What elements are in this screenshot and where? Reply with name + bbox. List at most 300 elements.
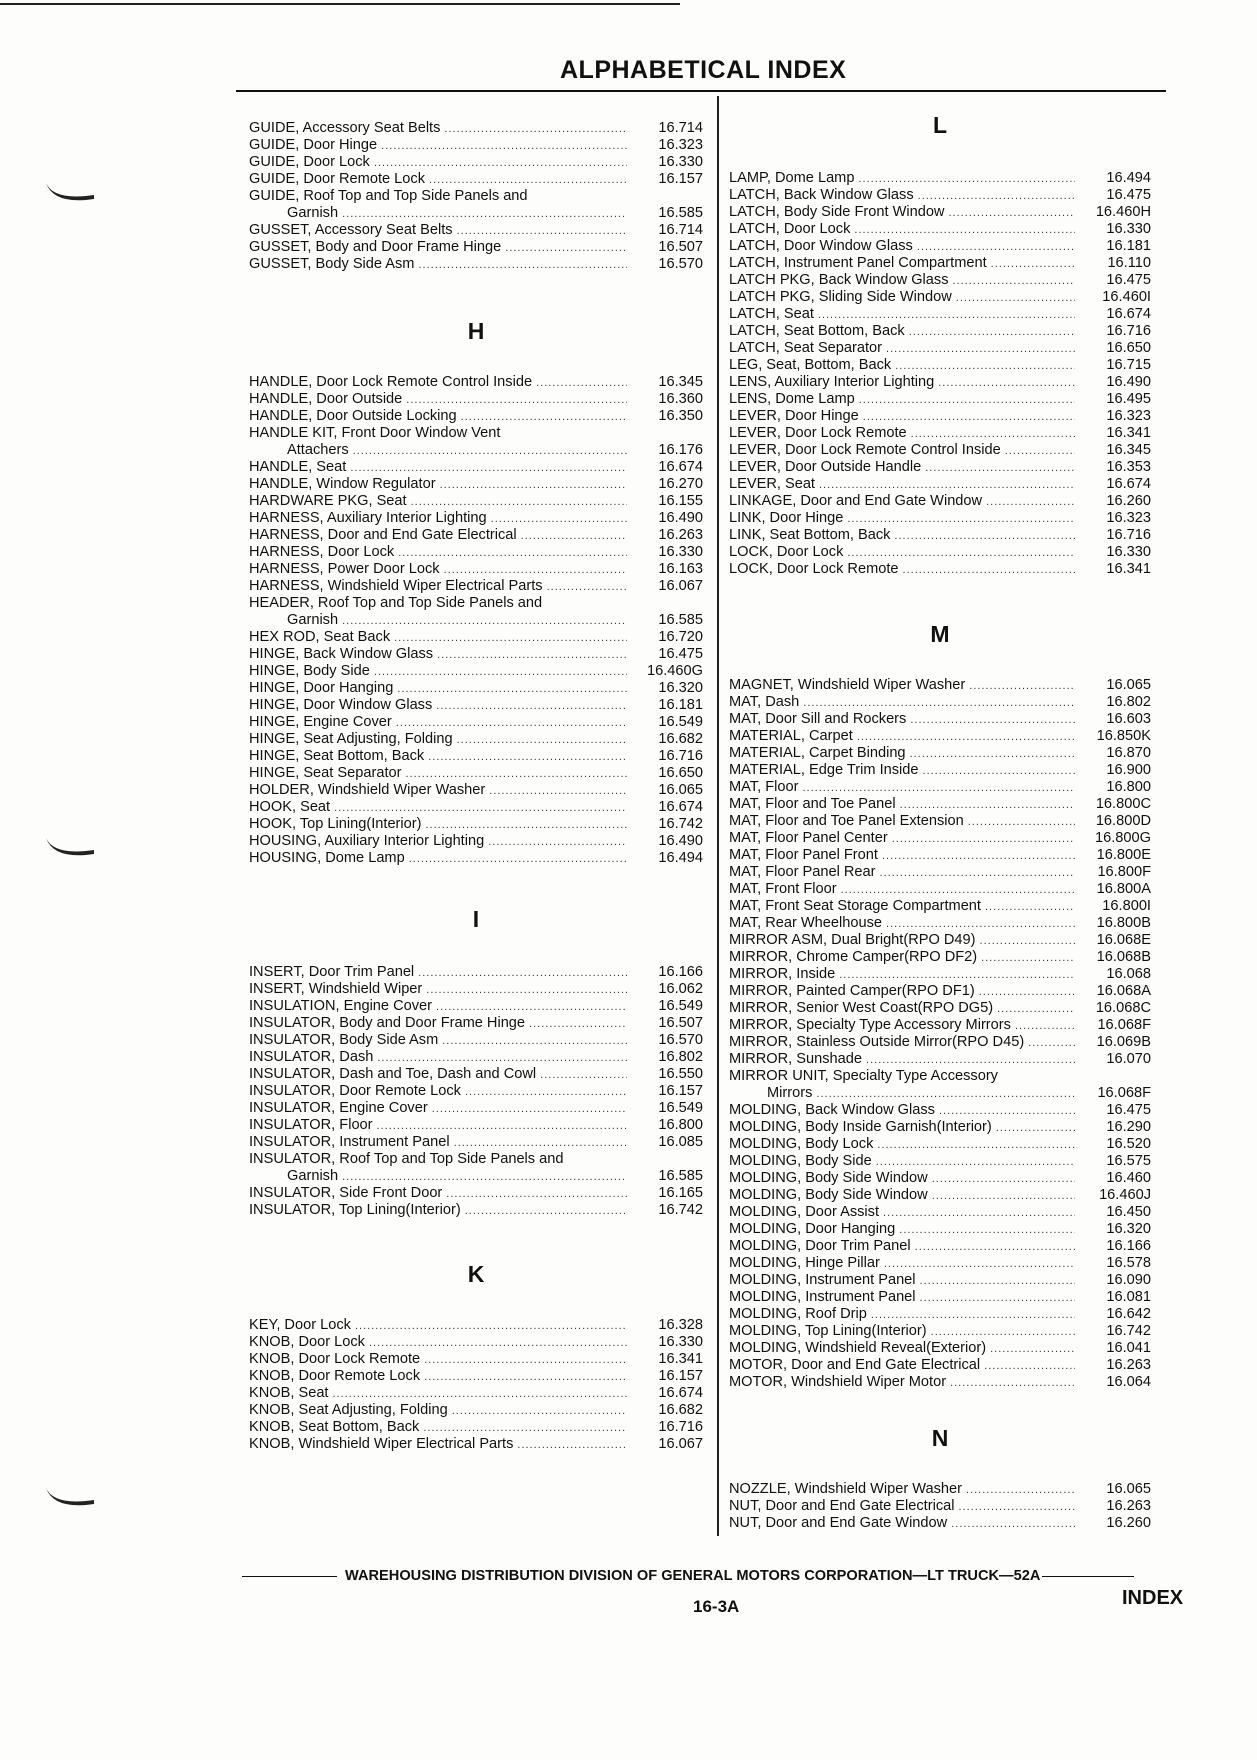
entry-page-ref: 16.650	[1106, 340, 1151, 356]
index-entry	[729, 966, 1151, 983]
entry-page-ref: 16.068B	[1096, 949, 1151, 965]
entry-page-ref: 16.341	[1106, 561, 1151, 577]
dot-leader	[540, 1068, 627, 1083]
entry-label: GUIDE, Door Hinge	[249, 137, 378, 153]
entry-label: INSERT, Door Trim Panel	[249, 964, 415, 980]
index-entry	[729, 476, 1151, 493]
section-letter-heading: K	[467, 1261, 485, 1287]
entry-label: GUIDE, Roof Top and Top Side Panels and	[249, 188, 528, 204]
dot-leader	[437, 648, 627, 663]
entry-label: HARNESS, Power Door Lock	[249, 561, 440, 577]
index-entry	[729, 1306, 1151, 1323]
entry-page-ref: 16.674	[658, 799, 703, 815]
dot-leader	[429, 173, 627, 188]
dot-leader	[444, 122, 627, 137]
dot-leader	[454, 1136, 627, 1151]
index-entry	[729, 779, 1151, 796]
dot-leader	[547, 580, 627, 595]
index-entry	[729, 1323, 1151, 1340]
index-entry	[729, 255, 1151, 272]
entry-label: MIRROR, Painted Camper(RPO DF1)	[729, 983, 975, 999]
entry-page-ref: 16.720	[658, 629, 703, 645]
entry-label: Garnish	[287, 612, 339, 628]
dot-leader	[802, 781, 1075, 796]
entry-page-ref: 16.585	[658, 205, 703, 221]
entry-label: LENS, Auxiliary Interior Lighting	[729, 374, 935, 390]
dot-leader	[938, 376, 1075, 391]
entry-page-ref: 16.674	[1106, 476, 1151, 492]
index-entry	[729, 391, 1151, 408]
entry-label: INSULATION, Engine Cover	[249, 998, 433, 1014]
dot-leader	[423, 1421, 627, 1436]
entry-label: HOUSING, Dome Lamp	[249, 850, 405, 866]
entry-page-ref: 16.674	[658, 459, 703, 475]
dot-leader	[440, 478, 627, 493]
entry-page-ref: 16.850K	[1096, 728, 1151, 744]
dot-leader	[996, 1121, 1075, 1136]
entry-page-ref: 16.716	[1106, 323, 1151, 339]
entry-label: LAMP, Dome Lamp	[729, 170, 855, 186]
entry-label: HARNESS, Door Lock	[249, 544, 395, 560]
entry-label: MATERIAL, Carpet Binding	[729, 745, 906, 761]
entry-page-ref: 16.165	[658, 1185, 703, 1201]
index-entry	[729, 728, 1151, 745]
entry-label: LEVER, Door Outside Handle	[729, 459, 922, 475]
entry-label: LATCH, Door Window Glass	[729, 238, 913, 254]
entry-label: LEVER, Door Lock Remote Control Inside	[729, 442, 1001, 458]
entry-page-ref: 16.800	[658, 1117, 703, 1133]
entry-label: MAT, Rear Wheelhouse	[729, 915, 883, 931]
footer-text: WAREHOUSING DISTRIBUTION DIVISION OF GENERAL MOTORS CORPORATION—LT TRUCK—52A	[345, 1568, 1041, 1584]
index-entry	[729, 745, 1151, 762]
index-entry	[729, 1068, 1151, 1085]
entry-page-ref: 16.460I	[1102, 289, 1151, 305]
dot-leader	[951, 1517, 1075, 1532]
entry-page-ref: 16.585	[658, 612, 703, 628]
entry-page-ref: 16.320	[1106, 1221, 1151, 1237]
entry-label: GUSSET, Body Side Asm	[249, 256, 415, 272]
index-entry	[249, 1334, 703, 1351]
entry-page-ref: 16.330	[658, 154, 703, 170]
entry-label: LATCH PKG, Sliding Side Window	[729, 289, 952, 305]
dot-leader	[886, 917, 1075, 932]
entry-page-ref: 16.742	[658, 816, 703, 832]
entry-page-ref: 16.570	[658, 256, 703, 272]
index-entry	[249, 680, 703, 697]
index-entry	[729, 1272, 1151, 1289]
entry-page-ref: 16.350	[658, 408, 703, 424]
entry-label: HANDLE, Door Outside	[249, 391, 403, 407]
index-entry	[249, 1117, 703, 1134]
entry-label: GUIDE, Accessory Seat Belts	[249, 120, 441, 136]
index-entry	[729, 762, 1151, 779]
entry-label: KNOB, Door Lock Remote	[249, 1351, 421, 1367]
dot-leader	[939, 1104, 1075, 1119]
dot-leader	[536, 376, 627, 391]
entry-page-ref: 16.068A	[1096, 983, 1151, 999]
entry-page-ref: 16.081	[1106, 1289, 1151, 1305]
entry-page-ref: 16.800C	[1095, 796, 1151, 812]
index-entry	[249, 154, 703, 171]
dot-leader	[381, 139, 627, 154]
entry-page-ref: 16.549	[658, 1100, 703, 1116]
dot-leader	[959, 1500, 1076, 1515]
entry-label: MAT, Front Seat Storage Compartment	[729, 898, 981, 914]
dot-leader	[803, 696, 1075, 711]
index-entry	[249, 1185, 703, 1202]
section-letter-heading: I	[472, 906, 480, 932]
entry-page-ref: 16.490	[1106, 374, 1151, 390]
dot-leader	[377, 1119, 627, 1134]
entry-label: INSERT, Windshield Wiper	[249, 981, 423, 997]
dot-leader	[1028, 1036, 1075, 1051]
index-entry	[249, 1015, 703, 1032]
entry-label: LINKAGE, Door and End Gate Window	[729, 493, 983, 509]
entry-page-ref: 16.800G	[1095, 830, 1151, 846]
dot-leader	[1005, 444, 1075, 459]
entry-label: HANDLE, Door Lock Remote Control Inside	[249, 374, 533, 390]
dot-leader	[489, 784, 627, 799]
page-number: 16-3A	[693, 1597, 740, 1616]
entry-label: MOLDING, Back Window Glass	[729, 1102, 935, 1118]
entry-label: KNOB, Windshield Wiper Electrical Parts	[249, 1436, 514, 1452]
index-entry	[729, 1221, 1151, 1238]
index-entry	[729, 510, 1151, 527]
entry-page-ref: 16.090	[1106, 1272, 1151, 1288]
index-entry	[249, 120, 703, 137]
entry-page-ref: 16.714	[658, 120, 703, 136]
entry-page-ref: 16.549	[658, 998, 703, 1014]
index-entry	[729, 1119, 1151, 1136]
dot-leader	[1015, 1019, 1075, 1034]
entry-label: HINGE, Engine Cover	[249, 714, 392, 730]
entry-page-ref: 16.166	[1106, 1238, 1151, 1254]
index-entry-list	[249, 964, 703, 1219]
entry-label: LATCH PKG, Back Window Glass	[729, 272, 949, 288]
index-entry	[729, 204, 1151, 221]
dot-leader	[880, 866, 1075, 881]
entry-page-ref: 16.475	[1106, 1102, 1151, 1118]
index-entry	[249, 731, 703, 748]
index-entry	[249, 1317, 703, 1334]
index-entry	[249, 629, 703, 646]
index-entry	[729, 1085, 1151, 1102]
entry-label: HOOK, Top Lining(Interior)	[249, 816, 422, 832]
entry-label: LEVER, Door Hinge	[729, 408, 859, 424]
dot-leader	[488, 835, 627, 850]
entry-page-ref: 16.069B	[1096, 1034, 1151, 1050]
entry-label: KNOB, Door Lock	[249, 1334, 365, 1350]
index-entry	[729, 1238, 1151, 1255]
dot-leader	[505, 241, 627, 256]
entry-page-ref: 16.716	[658, 1419, 703, 1435]
dot-leader	[883, 1206, 1075, 1221]
entry-page-ref: 16.330	[658, 544, 703, 560]
entry-label: HINGE, Door Window Glass	[249, 697, 433, 713]
entry-page-ref: 16.065	[1106, 1481, 1151, 1497]
dot-leader	[406, 393, 627, 408]
index-entry	[729, 813, 1151, 830]
dot-leader	[397, 682, 627, 697]
entry-page-ref: 16.323	[658, 137, 703, 153]
index-entry	[729, 1340, 1151, 1357]
entry-label: LATCH, Instrument Panel Compartment	[729, 255, 987, 271]
index-entry	[729, 272, 1151, 289]
index-entry	[729, 1034, 1151, 1051]
entry-label: LEVER, Door Lock Remote	[729, 425, 907, 441]
entry-page-ref: 16.157	[658, 171, 703, 187]
entry-page-ref: 16.870	[1106, 745, 1151, 761]
dot-leader	[871, 1308, 1075, 1323]
index-entry	[249, 442, 703, 459]
entry-page-ref: 16.320	[658, 680, 703, 696]
entry-label: MIRROR, Chrome Camper(RPO DF2)	[729, 949, 978, 965]
entry-page-ref: 16.065	[1106, 677, 1151, 693]
dot-leader	[444, 563, 627, 578]
entry-label: LOCK, Door Lock Remote	[729, 561, 899, 577]
index-entry	[729, 1102, 1151, 1119]
section-letter-heading: H	[467, 318, 485, 344]
index-entry	[729, 374, 1151, 391]
dot-leader	[426, 983, 627, 998]
dot-leader	[920, 1291, 1075, 1306]
entry-page-ref: 16.068E	[1096, 932, 1151, 948]
dot-leader	[925, 461, 1075, 476]
index-entry	[249, 239, 703, 256]
entry-label: Garnish	[287, 1168, 339, 1184]
entry-label: INSULATOR, Top Lining(Interior)	[249, 1202, 461, 1218]
entry-label: HANDLE, Seat	[249, 459, 347, 475]
entry-page-ref: 16.460	[1106, 1170, 1151, 1186]
dot-leader	[446, 1187, 627, 1202]
index-entry	[249, 981, 703, 998]
dot-leader	[923, 764, 1075, 779]
entry-label: MIRROR, Inside	[729, 966, 836, 982]
entry-label: HINGE, Seat Bottom, Back	[249, 748, 425, 764]
entry-label: MIRROR, Sunshade	[729, 1051, 863, 1067]
entry-page-ref: 16.475	[1106, 187, 1151, 203]
entry-label: MAT, Door Sill and Rockers	[729, 711, 907, 727]
index-entry	[729, 493, 1151, 510]
dot-leader	[984, 1359, 1075, 1374]
entry-label: NOZZLE, Windshield Wiper Washer	[729, 1481, 963, 1497]
entry-page-ref: 16.341	[1106, 425, 1151, 441]
entry-label: HINGE, Door Hanging	[249, 680, 394, 696]
index-entry	[249, 998, 703, 1015]
entry-page-ref: 16.345	[658, 374, 703, 390]
entry-label: HINGE, Back Window Glass	[249, 646, 434, 662]
entry-page-ref: 16.181	[1106, 238, 1151, 254]
dot-leader	[377, 1051, 627, 1066]
dot-leader	[816, 1087, 1075, 1102]
dot-leader	[342, 614, 627, 629]
entry-label: MAT, Floor Panel Center	[729, 830, 888, 846]
dot-leader	[847, 512, 1075, 527]
dot-leader	[521, 529, 627, 544]
index-entry	[729, 1017, 1151, 1034]
footer-rule	[1042, 1576, 1134, 1577]
entry-label: LINK, Seat Bottom, Back	[729, 527, 891, 543]
index-entry	[729, 1498, 1151, 1515]
index-entry	[729, 949, 1151, 966]
entry-label: KEY, Door Lock	[249, 1317, 351, 1333]
entry-page-ref: 16.270	[658, 476, 703, 492]
entry-label: INSULATOR, Instrument Panel	[249, 1134, 450, 1150]
index-entry	[729, 1515, 1151, 1532]
index-entry	[729, 1000, 1151, 1017]
dot-leader	[854, 223, 1075, 238]
entry-label: LEVER, Seat	[729, 476, 815, 492]
dot-leader	[529, 1017, 627, 1032]
entry-page-ref: 16.176	[658, 442, 703, 458]
index-entry	[729, 187, 1151, 204]
entry-page-ref: 16.603	[1106, 711, 1151, 727]
dot-leader	[900, 798, 1075, 813]
entry-label: HINGE, Seat Adjusting, Folding	[249, 731, 453, 747]
index-entry	[729, 323, 1151, 340]
index-entry	[729, 932, 1151, 949]
index-entry	[249, 493, 703, 510]
entry-label: KNOB, Seat Bottom, Back	[249, 1419, 420, 1435]
dot-leader	[910, 713, 1075, 728]
entry-page-ref: 16.475	[658, 646, 703, 662]
entry-label: LATCH, Seat Separator	[729, 340, 883, 356]
dot-leader	[991, 257, 1075, 272]
entry-page-ref: 16.163	[658, 561, 703, 577]
dot-leader	[892, 832, 1075, 847]
dot-leader	[333, 1387, 628, 1402]
dot-leader	[920, 1274, 1075, 1289]
dot-leader	[980, 934, 1075, 949]
index-entry	[729, 238, 1151, 255]
entry-page-ref: 16.800E	[1096, 847, 1151, 863]
entry-page-ref: 16.716	[658, 748, 703, 764]
dot-leader	[369, 1336, 627, 1351]
entry-label: MATERIAL, Edge Trim Inside	[729, 762, 919, 778]
index-entry-list	[249, 120, 703, 273]
entry-page-ref: 16.802	[1106, 694, 1151, 710]
index-entry	[729, 527, 1151, 544]
entry-label: MOLDING, Body Lock	[729, 1136, 874, 1152]
entry-page-ref: 16.460J	[1099, 1187, 1151, 1203]
dot-leader	[894, 529, 1075, 544]
index-entry	[249, 612, 703, 629]
entry-label: INSULATOR, Dash	[249, 1049, 374, 1065]
index-entry	[729, 864, 1151, 881]
entry-page-ref: 16.353	[1106, 459, 1151, 475]
entry-label: MOLDING, Door Hanging	[729, 1221, 896, 1237]
index-entry	[249, 510, 703, 527]
entry-label: LEG, Seat, Bottom, Back	[729, 357, 892, 373]
entry-label: MAGNET, Windshield Wiper Washer	[729, 677, 966, 693]
entry-page-ref: 16.260	[1106, 1515, 1151, 1531]
dot-leader	[418, 966, 627, 981]
entry-label: INSULATOR, Body Side Asm	[249, 1032, 439, 1048]
index-entry	[729, 357, 1151, 374]
entry-label: HANDLE, Window Regulator	[249, 476, 436, 492]
index-entry	[729, 711, 1151, 728]
dot-leader	[452, 1404, 627, 1419]
index-entry	[249, 697, 703, 714]
index-entry-list	[729, 1481, 1151, 1532]
index-entry	[729, 694, 1151, 711]
entry-label: LINK, Door Hinge	[729, 510, 844, 526]
entry-page-ref: 16.682	[658, 1402, 703, 1418]
index-entry	[249, 714, 703, 731]
entry-label: MOTOR, Windshield Wiper Motor	[729, 1374, 947, 1390]
entry-label: KNOB, Door Remote Lock	[249, 1368, 421, 1384]
dot-leader	[424, 1370, 627, 1385]
dot-leader	[841, 883, 1075, 898]
dot-leader	[418, 258, 627, 273]
entry-page-ref: 16.507	[658, 1015, 703, 1031]
entry-label: HARNESS, Door and End Gate Electrical	[249, 527, 517, 543]
entry-label: MOLDING, Body Inside Garnish(Interior)	[729, 1119, 992, 1135]
index-entry	[729, 306, 1151, 323]
index-entry	[729, 1051, 1151, 1068]
index-entry	[249, 408, 703, 425]
dot-leader	[847, 546, 1075, 561]
entry-page-ref: 16.475	[1106, 272, 1151, 288]
entry-label: MOLDING, Body Side	[729, 1153, 872, 1169]
dot-leader	[457, 733, 627, 748]
entry-page-ref: 16.341	[658, 1351, 703, 1367]
index-entry	[249, 1151, 703, 1168]
entry-page-ref: 16.323	[1106, 408, 1151, 424]
entry-label: MOLDING, Instrument Panel	[729, 1272, 916, 1288]
entry-page-ref: 16.067	[658, 1436, 703, 1452]
dot-leader	[884, 1257, 1075, 1272]
index-entry	[729, 1204, 1151, 1221]
dot-leader	[839, 968, 1075, 983]
dot-leader	[436, 1000, 627, 1015]
entry-label: INSULATOR, Side Front Door	[249, 1185, 443, 1201]
entry-label: MIRROR, Specialty Type Accessory Mirrors	[729, 1017, 1011, 1033]
entry-page-ref: 16.330	[1106, 544, 1151, 560]
entry-page-ref: 16.549	[658, 714, 703, 730]
entry-label: INSULATOR, Door Remote Lock	[249, 1083, 461, 1099]
dot-leader	[426, 818, 628, 833]
entry-page-ref: 16.345	[1106, 442, 1151, 458]
entry-label: MAT, Floor	[729, 779, 799, 795]
entry-label: Mirrors	[767, 1085, 813, 1101]
entry-label: MAT, Front Floor	[729, 881, 837, 897]
section-letter-heading: M	[930, 621, 950, 647]
index-entry	[249, 782, 703, 799]
entry-page-ref: 16.330	[658, 1334, 703, 1350]
entry-label: GUIDE, Door Remote Lock	[249, 171, 425, 187]
entry-label: HINGE, Body Side	[249, 663, 370, 679]
dot-leader	[953, 274, 1075, 289]
entry-label: MAT, Floor Panel Front	[729, 847, 878, 863]
entry-label: MATERIAL, Carpet	[729, 728, 853, 744]
dot-leader	[956, 291, 1075, 306]
entry-label: MOLDING, Door Trim Panel	[729, 1238, 911, 1254]
entry-page-ref: 16.068F	[1097, 1017, 1151, 1033]
index-entry	[729, 544, 1151, 561]
index-entry	[249, 1385, 703, 1402]
index-entry	[249, 964, 703, 981]
entry-label: HARNESS, Windshield Wiper Electrical Parts	[249, 578, 543, 594]
index-entry	[729, 425, 1151, 442]
entry-label: LATCH, Seat Bottom, Back	[729, 323, 905, 339]
dot-leader	[863, 410, 1075, 425]
index-entry	[729, 1255, 1151, 1272]
entry-page-ref: 16.360	[658, 391, 703, 407]
entry-page-ref: 16.714	[658, 222, 703, 238]
index-entry	[729, 796, 1151, 813]
index-entry	[249, 171, 703, 188]
